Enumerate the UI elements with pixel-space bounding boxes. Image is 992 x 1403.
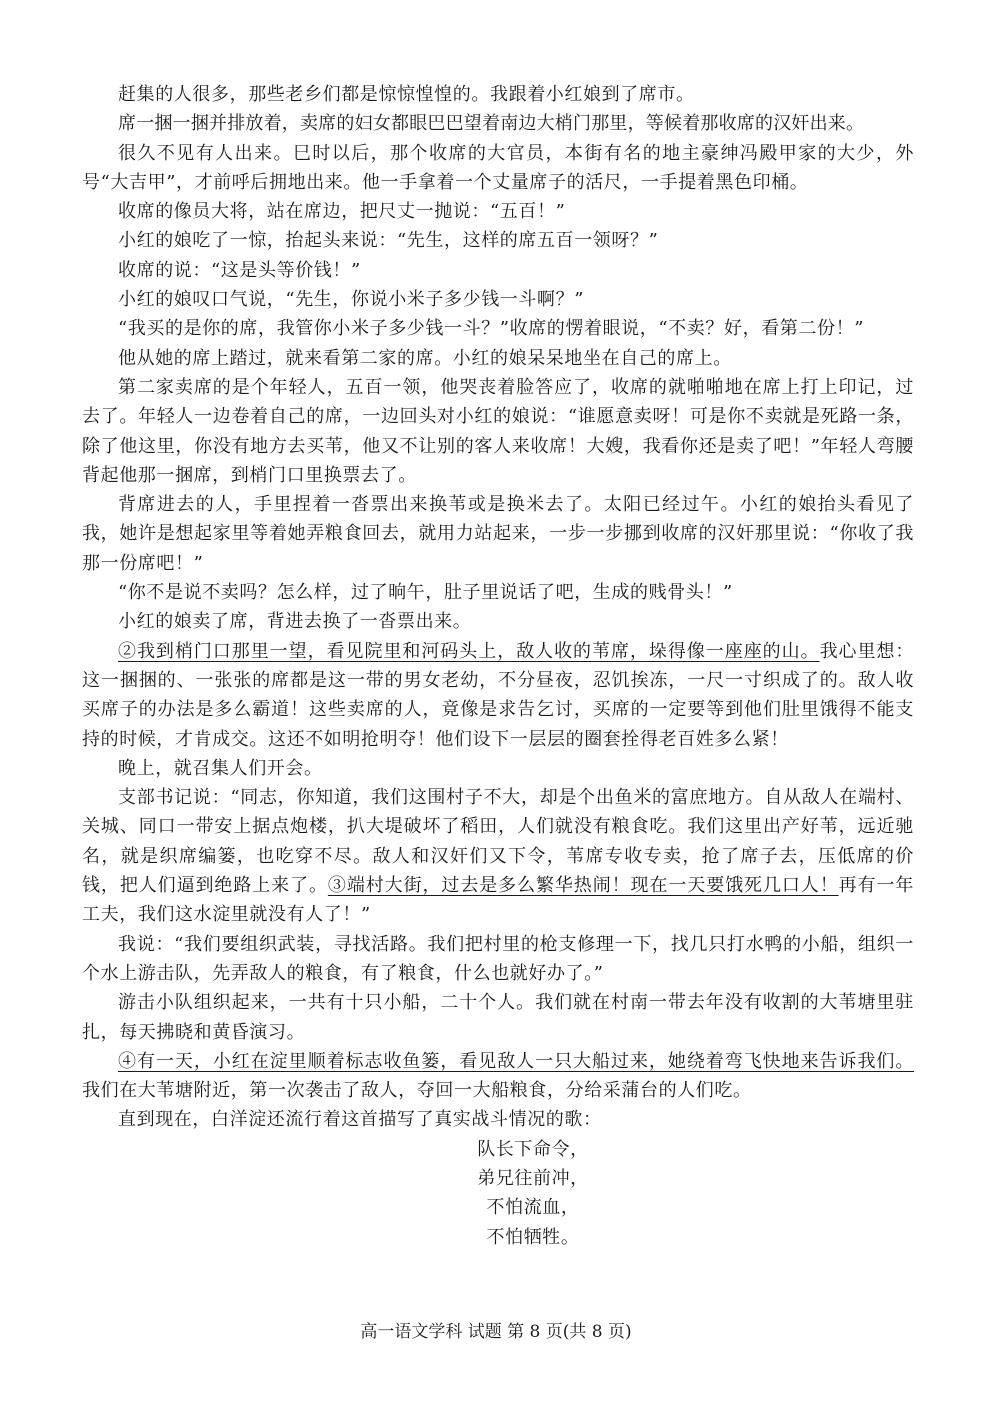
paragraph: 他从她的席上踏过，就来看第二家的席。小红的娘呆呆地坐在自己的席上。 bbox=[118, 347, 732, 369]
paragraph: “我买的是你的席，我管你小米子多少钱一斗？”收席的愣着眼说，“不卖？好，看第二份！” bbox=[118, 318, 865, 340]
paragraph: 直到现在，白洋淀还流行着这首描写了真实战斗情况的歌： bbox=[118, 1109, 602, 1131]
paragraph: 小红的娘吃了一惊，抬起头来说：“先生，这样的席五百一领呀？” bbox=[118, 230, 659, 252]
paragraph: 席一捆一捆并排放着，卖席的妇女都眼巴巴望着南边大梢门那里，等候着那收席的汉奸出来。 bbox=[118, 113, 865, 135]
paragraph: “你不是说不卖吗？怎么样，过了晌午，肚子里说话了吧，生成的贱骨头！” bbox=[118, 582, 733, 604]
paragraph-text: 支部书记说：“同志，你知道，我们这围村子不大，却是个出鱼米的富庶地方。自从敌人在端村、关城、同口一带安上据点炮楼，扒大堤破坏了稻田，人们就没有粮食吃。我们这里出产好苇，远近驰名，就是织席编篓，也吃穿不尽。敌人和汉奸们又下令，苇席专收专卖，抢了席子去，压低席的价钱，把人们逼到绝路上来了。 bbox=[82, 787, 914, 897]
poem-line: 队长下命令， bbox=[477, 1138, 589, 1160]
document-body bbox=[82, 80, 914, 1252]
paragraph-marked-2 bbox=[82, 637, 914, 754]
underlined-sentence-3: ③端村大街，过去是多么繁华热闹！现在一天要饿死几口人！ bbox=[327, 875, 839, 897]
poem-line: 弟兄往前冲， bbox=[477, 1167, 589, 1189]
paragraph: 小红的娘卖了席，背进去换了一沓票出来。 bbox=[118, 611, 472, 633]
paragraph-text: 我心里想：这一捆捆的、一张张的席都是这一带的男女老幼，不分昼夜，忍饥挨冻，一尺一寸织成了的。敌人收买席子的办法是多么霸道！这些卖席的人，竟像是求告乞讨，买席的一定要等到他们肚里饿得不能支持的时候，才肯成交。这还不如明抢明夺！他们设下一层层的圈套拴得老百姓多么紧！ bbox=[82, 640, 915, 750]
paragraph: 第二家卖席的是个年轻人，五百一领，他哭丧着脸答应了，收席的就啪啪地在席上打上印记，过去了。年轻人一边卷着自己的席，一边回头对小红的娘说：“谁愿意卖呀！可是你不卖就是死路一条，除了他这里，你没有地方去买苇，他又不让别的客人来收席！大嫂，我看你还是卖了吧！”年轻人弯腰背起他那一捆席，到梢门口里换票去了。 bbox=[82, 376, 914, 486]
paragraph-marked-3 bbox=[82, 783, 914, 929]
paragraph: 我说：“我们要组织武装，寻找活路。我们把村里的枪支修理一下，找几只打水鸭的小船，组织一个水上游击队，先弄敌人的粮食，有了粮食，什么也就好办了。” bbox=[82, 933, 914, 984]
paragraph: 晚上，就召集人们开会。 bbox=[118, 757, 323, 779]
underlined-sentence-2: ②我到梢门口那里一望，看见院里和河码头上，敌人收的苇席，垛得像一座座的山。 bbox=[118, 640, 820, 662]
page-footer: 高一语文学科 试题 第 8 页(共 8 页) bbox=[360, 1322, 632, 1342]
paragraph: 很久不见有人出来。巳时以后，那个收席的大官员，本街有名的地主豪绅冯殿甲家的大少，外号“大吉甲”，才前呼后拥地出来。他一手拿着一个丈量席子的活尺，一手提着黑色印桶。 bbox=[82, 142, 914, 193]
paragraph-text: 再有一年工夫，我们这水淀里就没有人了！” bbox=[82, 875, 914, 926]
poem-line: 不怕牺牲。 bbox=[486, 1226, 580, 1248]
paragraph: 收席的像员大将，站在席边，把尺丈一抛说：“五百！” bbox=[118, 201, 566, 223]
poem-line: 不怕流血， bbox=[486, 1197, 580, 1219]
paragraph: 赶集的人很多，那些老乡们都是惊惊惶惶的。我跟着小红娘到了席市。 bbox=[118, 84, 695, 105]
paragraph: 背席进去的人，手里捏着一沓票出来换苇或是换米去了。太阳已经过午。小红的娘抬头看见了我，她许是想起家里等着她弄粮食回去，就用力站起来，一步一步挪到收席的汉奸那里说：“你收了我那一份席吧！” bbox=[82, 494, 914, 574]
paragraph-text: 我们在大苇塘附近，第一次袭击了敌人，夺回一大船粮食，分给采蒲台的人们吃。 bbox=[82, 1080, 752, 1102]
underlined-sentence-4: ④有一天，小红在淀里顺着标志收鱼篓，看见敌人一只大船过来，她绕着弯飞快地来告诉我们。 bbox=[118, 1050, 914, 1072]
paragraph: 游击小队组织起来，一共有十只小船，二十个人。我们就在村南一带去年没有收割的大苇塘里驻扎，每天拂晓和黄昏演习。 bbox=[82, 992, 914, 1043]
song-poem bbox=[82, 1135, 914, 1252]
paragraph: 小红的娘叹口气说，“先生，你说小米子多少钱一斗啊？” bbox=[118, 289, 585, 311]
paragraph: 收席的说：“这是头等价钱！” bbox=[118, 259, 361, 281]
paragraph-marked-4 bbox=[82, 1047, 914, 1106]
